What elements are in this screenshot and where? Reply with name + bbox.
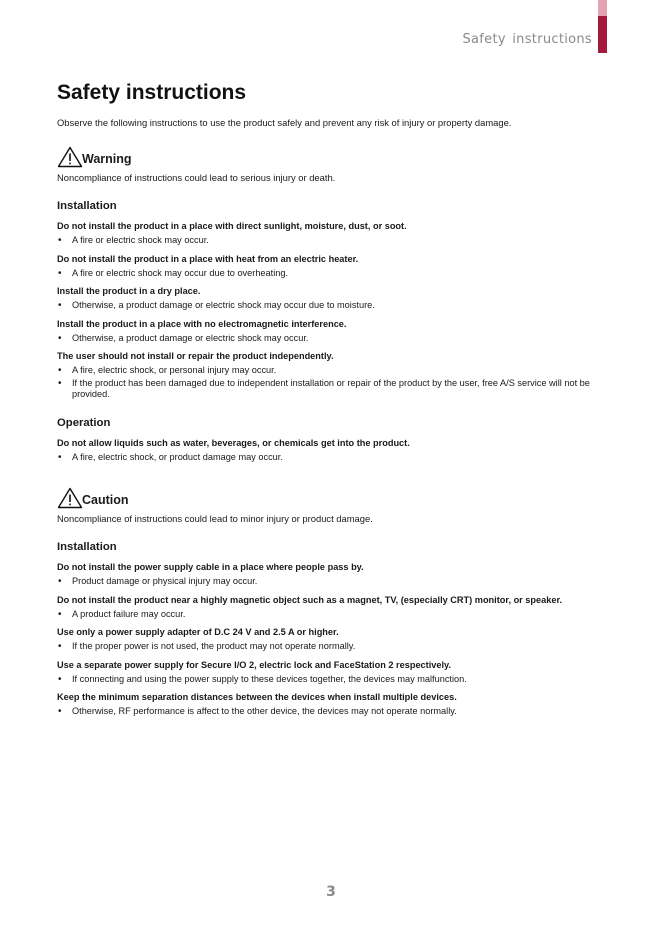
rule-title: The user should not install or repair the product independently. [57,351,334,361]
list-item: • Product damage or physical injury may occur. [57,576,609,588]
caution-sections [57,540,609,718]
caution-block [57,487,609,718]
list-item: • Otherwise, a product damage or electric shock may occur due to moisture. [57,300,609,312]
section-heading: Operation [57,416,111,429]
rule-title: Do not install the power supply cable in a place where people pass by. [57,562,364,572]
section-heading: Installation [57,200,117,212]
rule-bullets [57,365,609,401]
rule-title: Do not install the product in a place with direct sunlight, moisture, dust, or soot. [57,221,407,231]
rule-bullets [57,333,609,345]
rule-bullets [57,641,609,653]
list-item: • Otherwise, RF performance is affect to the other device, the devices may not operate normally. [57,706,609,718]
header-accent-bar [598,16,607,53]
rule-bullets [57,452,609,464]
rule-bullets [57,235,609,247]
warning-heading [57,146,609,168]
list-item: • A product failure may occur. [57,609,609,621]
rule-bullets [57,706,609,718]
list-item: • A fire or electric shock may occur. [57,235,609,247]
warning-sections [57,199,609,463]
section-heading: Installation [57,541,117,553]
warning-triangle-icon [57,487,83,509]
list-item: • If the product has been damaged due to independent installation or repair of the product by the user, free A/S service will not be provided. [57,378,609,401]
rule-title: Use only a power supply adapter of D.C 24 V and 2.5 A or higher. [57,627,339,637]
warning-description: Noncompliance of instructions could lead to serious injury or death. [57,172,336,183]
rule-bullets [57,300,609,312]
caution-heading [57,487,609,509]
rule-title: Install the product in a place with no electromagnetic interference. [57,318,347,329]
list-item: • Otherwise, a product damage or electric shock may occur. [57,333,609,345]
list-item: • A fire or electric shock may occur due to overheating. [57,268,609,280]
rule-bullets [57,268,609,280]
rule-title: Use a separate power supply for Secure I/O 2, electric lock and FaceStation 2 respectively. [57,659,452,670]
rule-title: Install the product in a dry place. [57,286,201,296]
warning-block [57,146,609,463]
header-accent-bar-light [598,0,607,16]
list-item: • If the proper power is not used, the product may not operate normally. [57,641,609,653]
rule-title: Do not allow liquids such as water, beverages, or chemicals get into the product. [57,437,410,448]
rule-bullets [57,609,609,621]
caution-description: Noncompliance of instructions could lead to minor injury or product damage. [57,513,373,524]
rule-bullets [57,674,609,686]
rule-title: Do not install the product near a highly magnetic object such as a magnet, TV, (especially CRT) monitor, or speaker. [57,594,563,605]
list-item: • A fire, electric shock, or personal injury may occur. [57,365,609,377]
rule-bullets [57,576,609,588]
page-title: Safety instructions [57,81,247,104]
list-item: • A fire, electric shock, or product damage may occur. [57,452,609,464]
warning-label: Warning [82,152,132,166]
page-number: 3 [326,884,336,900]
list-item: • If connecting and using the power supply to these devices together, the devices may malfunction. [57,674,609,686]
page-content [57,80,609,719]
warning-triangle-icon [57,146,83,168]
caution-label: Caution [82,493,129,507]
rule-title: Keep the minimum separation distances between the devices when install multiple devices. [57,692,457,702]
rule-title: Do not install the product in a place with heat from an electric heater. [57,253,359,264]
page-intro: Observe the following instructions to use the product safely and prevent any risk of injury or property damage. [57,117,512,128]
running-header-title: Safety instructions [462,32,592,47]
